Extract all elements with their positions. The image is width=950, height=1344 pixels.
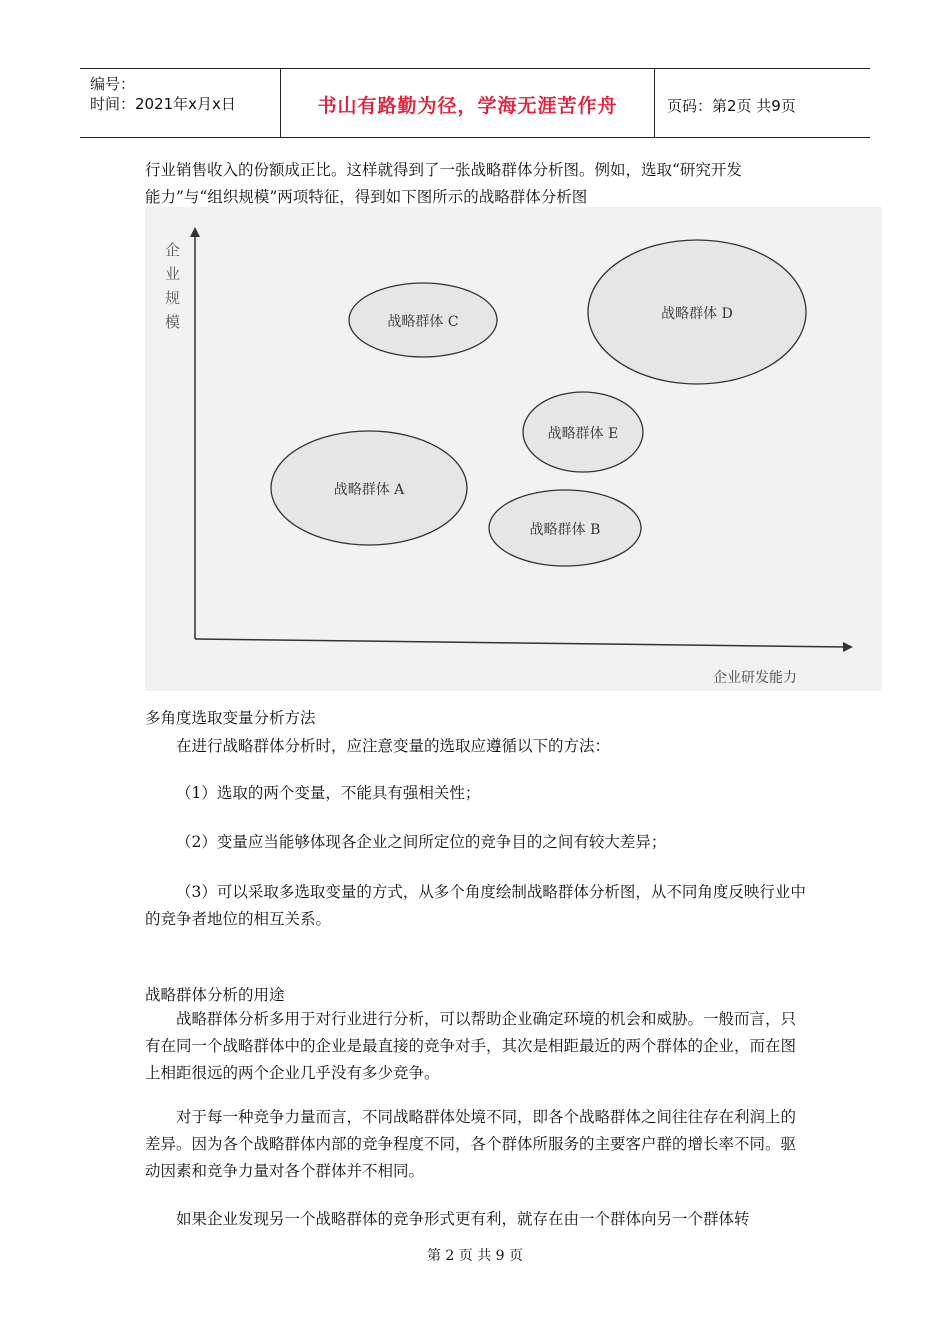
intro-line-2: 能力”与“组织规模”两项特征，得到如下图所示的战略群体分析图	[145, 188, 588, 206]
document-time-label: 时间：2021年x月x日	[90, 95, 236, 113]
y-axis-label: 企 业 规 模	[165, 241, 181, 331]
section-1-title: 多角度选取变量分析方法	[145, 709, 316, 727]
y-axis-arrow-icon	[190, 227, 200, 237]
method-item-3: （3）可以采取多选取变量的方式，从多个角度绘制战略群体分析图，从不同角度反映行业中的竞争者地位的相互关系。	[145, 883, 806, 928]
page-footer: 第 2 页 共 9 页	[426, 1248, 524, 1264]
method-item-2: （2）变量应当能够体现各企业之间所定位的竞争目的之间有较大差异；	[176, 833, 667, 851]
usage-paragraph-1: 战略群体分析多用于对行业进行分析，可以帮助企业确定环境的机会和威胁。一般而言，只有在同一个战略群体中的企业是最直接的竞争对手，其次是相距最近的两个群体的企业，而在图上相距很远的两个企业几乎没有多少竞争。	[145, 1010, 797, 1082]
usage-paragraph-2: 对于每一种竞争力量而言，不同战略群体处境不同，即各个战略群体之间往往存在利润上的差异。因为各个战略群体内部的竞争程度不同，各个群体所服务的主要客户群的增长率不同。驱动因素和竞争力量对各个群体并不相同。	[145, 1108, 797, 1180]
strategic-group-b-label: 战略群体 B	[529, 522, 601, 538]
header-meta	[80, 69, 281, 137]
x-axis-label: 企业研发能力	[713, 670, 797, 686]
usage-paragraph-3: 如果企业发现另一个战略群体的竞争形式更有利，就存在由一个群体向另一个群体转	[176, 1210, 750, 1228]
section-1-intro: 在进行战略群体分析时，应注意变量的选取应遵循以下的方法：	[176, 737, 611, 755]
header-motto: 书山有路勤为径，学海无涯苦作舟	[317, 95, 618, 117]
method-item-1: （1）选取的两个变量，不能具有强相关性；	[176, 784, 481, 802]
strategic-group-a-label: 战略群体 A	[333, 482, 405, 498]
strategic-group-d-label: 战略群体 D	[661, 306, 733, 322]
strategic-group-figure	[145, 207, 882, 691]
page-header	[80, 68, 870, 138]
document-number-label: 编号：	[90, 75, 136, 93]
x-axis	[195, 639, 847, 647]
strategic-group-map	[145, 207, 882, 691]
header-page-cell	[655, 69, 870, 137]
header-motto-cell	[281, 69, 655, 137]
strategic-group-e-label: 战略群体 E	[547, 426, 619, 442]
intro-line-1: 行业销售收入的份额成正比。这样就得到了一张战略群体分析图。例如，选取“研究开发	[145, 161, 742, 179]
strategic-group-c-label: 战略群体 C	[387, 314, 459, 330]
x-axis-arrow-icon	[843, 642, 853, 652]
section-2-title: 战略群体分析的用途	[145, 986, 285, 1004]
header-page-label: 页码：第2页 共9页	[667, 97, 796, 115]
intro-paragraph	[145, 157, 807, 211]
